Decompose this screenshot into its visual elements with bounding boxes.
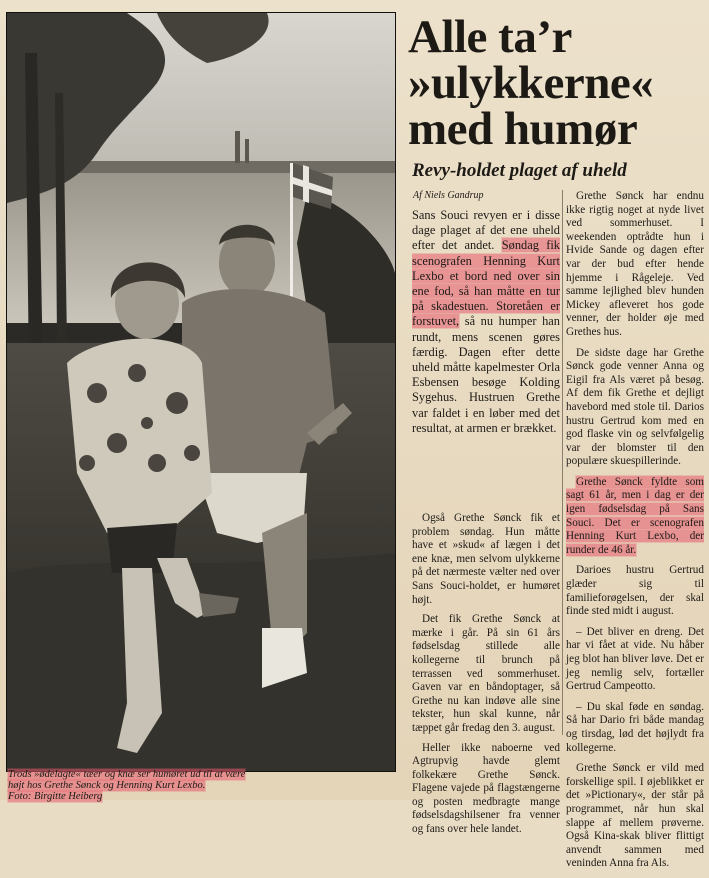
headline: [408, 11, 703, 155]
headline-line-3: med humør: [408, 103, 638, 155]
paragraph: Grethe Sønck har endnu ikke rigtig noget at nyde livet ved sommerhuset. I weekenden optrådte hun i Hvide Sande og dagen efter var der bud efter hende hjemme i Rågeleje. Ved samme lejlighed blev hunden Mickey afleveret hos gode venner, der holder øje med Grethes hus.: [566, 190, 704, 338]
paragraph: Grethe Sønck er vild med forskellige spil. I øjeblikket er det »Pictionary«, der står på programmet, når hun skal slappe af mellem prøverne. Også Kina-skak bliver flittigt anvendt sammen med veninden Anna fra Als.: [566, 762, 704, 870]
highlighted-text: Foto: Birgitte Heiberg: [8, 791, 103, 802]
subheadline: Revy-holdet plaget af uheld: [412, 160, 627, 181]
paragraph: De sidste dage har Grethe Sønck gode venner Anna og Eigil fra Als været på besøg. Af dem fik Grethe et dejligt havebord med stole til. Darios hustru Gertrud kom med en god flaske vin og selvfølgelig var der blomster til den populære skuespillerinde.: [566, 346, 704, 468]
caption-line: [8, 769, 528, 780]
headline-line-1: Alle ta’r: [408, 11, 572, 63]
paragraph: Det fik Grethe Sønck at mærke i går. På sin 61 års fødselsdag stillede alle kollegerne til brunch på terrassen ved sommerhuset. Gaven var en båndoptager, så Grethe nu kan indøve alle sine tekster, hun skal kunne, når tæppet går fredag den 3. august.: [412, 613, 560, 734]
paragraph: [412, 208, 560, 436]
byline: Af Niels Gandrup: [413, 190, 484, 201]
paragraph-text: Sans Souci revyen er i disse dage plaget af det ene uheld efter det andet.: [412, 208, 560, 253]
article-photo: [6, 12, 396, 772]
article-column-1-top: [412, 208, 560, 442]
highlighted-text: Trods »ødelagte« tæer og knæ ser humøret ud til at være: [8, 769, 246, 780]
caption-credit: [8, 791, 528, 802]
highlighted-text: Søndag fik scenografen Henning Kurt Lexbo et bord ned over sin ene fod, så han måtte en tur på skadestuen. Storetåen er forstuvet,: [412, 238, 560, 329]
paragraph-text: så nu humper han rundt, mens scenen gøres færdig. Dagen efter dette uheld måtte kapelmester Orla Esbensen besøge Kolding Sygehus. Hustruen Grethe var faldet i en løber med det resultat, at armen er brækket.: [412, 314, 560, 435]
photo-caption: [8, 769, 528, 802]
paragraph: Også Grethe Sønck fik et problem søndag. Hun måtte have et »skud« af lægen i det ene knæ, men selvom ulykkerne på det nærmeste vælter ned over Sans Souci-holdet, er humøret højt.: [412, 512, 560, 606]
column-divider: [562, 190, 563, 735]
paragraph: [566, 476, 704, 558]
paragraph: – Du skal føde en søndag. Så har Dario fri både mandag og tirsdag, lød det højlydt fra kollegerne.: [566, 700, 704, 754]
highlighted-text: højt hos Grethe Sønck og Henning Kurt Lexbo.: [8, 780, 206, 791]
headline-line-2: »ulykkerne«: [408, 57, 654, 109]
paragraph: – Det bliver en dreng. Det har vi fået at vide. Nu håber jeg blot han bliver løve. Det er jeg nemlig selv, fortæller Gertrud Campeotto.: [566, 625, 704, 693]
paragraph: Heller ikke naboerne ved Agtrupvig havde glemt folkekære Grethe Sønck. Flagene vajede på flagstængerne og posten medbragte mange fødselsdagshilsener fra venner og fans over hele landet.: [412, 741, 560, 836]
paragraph: Darioes hustru Gertrud glæder sig til familieforøgelsen, der skal finde sted midt i august.: [566, 564, 704, 618]
caption-line: [8, 780, 528, 791]
highlighted-text: Grethe Sønck fyldte som sagt 61 år, men i dag er der igen fødselsdag på Sans Souci. Det er scenografen Henning Kurt Lexbo, der runder de 46 år.: [566, 475, 704, 556]
article-column-2: [566, 190, 704, 878]
photo-illustration: [7, 13, 395, 771]
